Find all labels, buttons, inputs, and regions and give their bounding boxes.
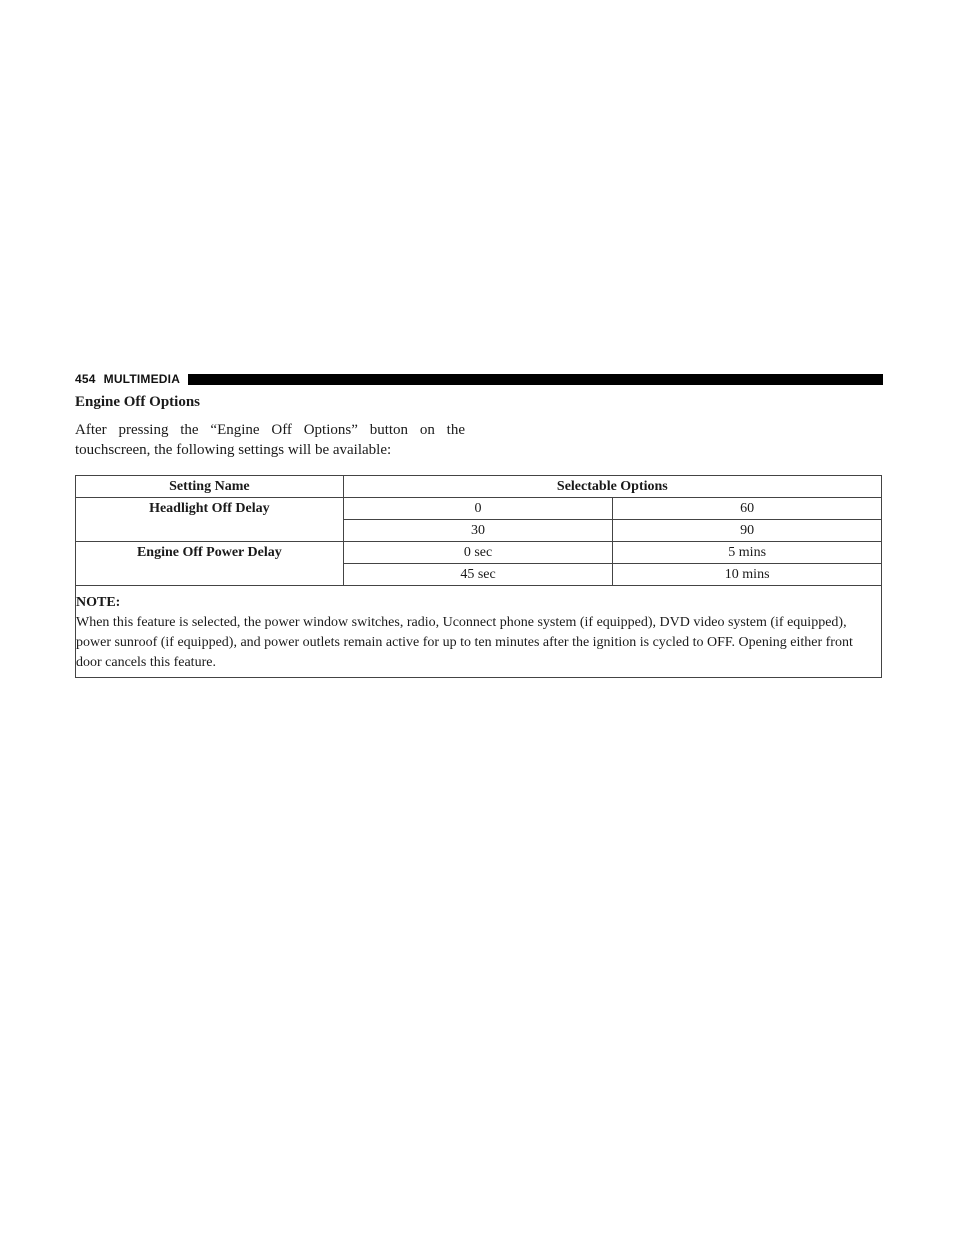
- section-name: MULTIMEDIA: [103, 372, 181, 386]
- table-row: [76, 542, 882, 564]
- option-value: 10 mins: [613, 564, 882, 586]
- option-value: 0 sec: [343, 542, 613, 564]
- option-value: 30: [343, 520, 613, 542]
- page-header: [75, 372, 883, 386]
- header-rule: [188, 374, 883, 385]
- section-title: Engine Off Options: [75, 394, 201, 410]
- option-value: 60: [613, 498, 882, 520]
- setting-name: Headlight Off Delay: [76, 498, 344, 520]
- setting-name-continuation: [76, 520, 344, 542]
- header-setting-name: Setting Name: [76, 476, 344, 498]
- note-text: When this feature is selected, the power window switches, radio, Uconnect phone system (if equipped), DVD video system (if equipped), power sunroof (if equipped), and power outlets remain active for up to ten minutes after the ignition is cycled to OFF. Opening either front door cancels this feature.: [76, 615, 853, 670]
- setting-name-continuation: [76, 564, 344, 586]
- table-row: [76, 498, 882, 520]
- note-cell: [76, 586, 882, 678]
- settings-table: [75, 475, 882, 678]
- intro-paragraph: After pressing the “Engine Off Options” button on the touchscreen, the following settings will be available:: [75, 422, 465, 458]
- table-row: [76, 520, 882, 542]
- header-selectable-options: Selectable Options: [343, 476, 881, 498]
- option-value: 45 sec: [343, 564, 613, 586]
- page-number: 454: [75, 372, 96, 386]
- table-header-row: [76, 476, 882, 498]
- option-value: 5 mins: [613, 542, 882, 564]
- option-value: 90: [613, 520, 882, 542]
- setting-name: Engine Off Power Delay: [76, 542, 344, 564]
- note-label: NOTE:: [76, 595, 121, 610]
- note-row: [76, 586, 882, 678]
- option-value: 0: [343, 498, 613, 520]
- table-row: [76, 564, 882, 586]
